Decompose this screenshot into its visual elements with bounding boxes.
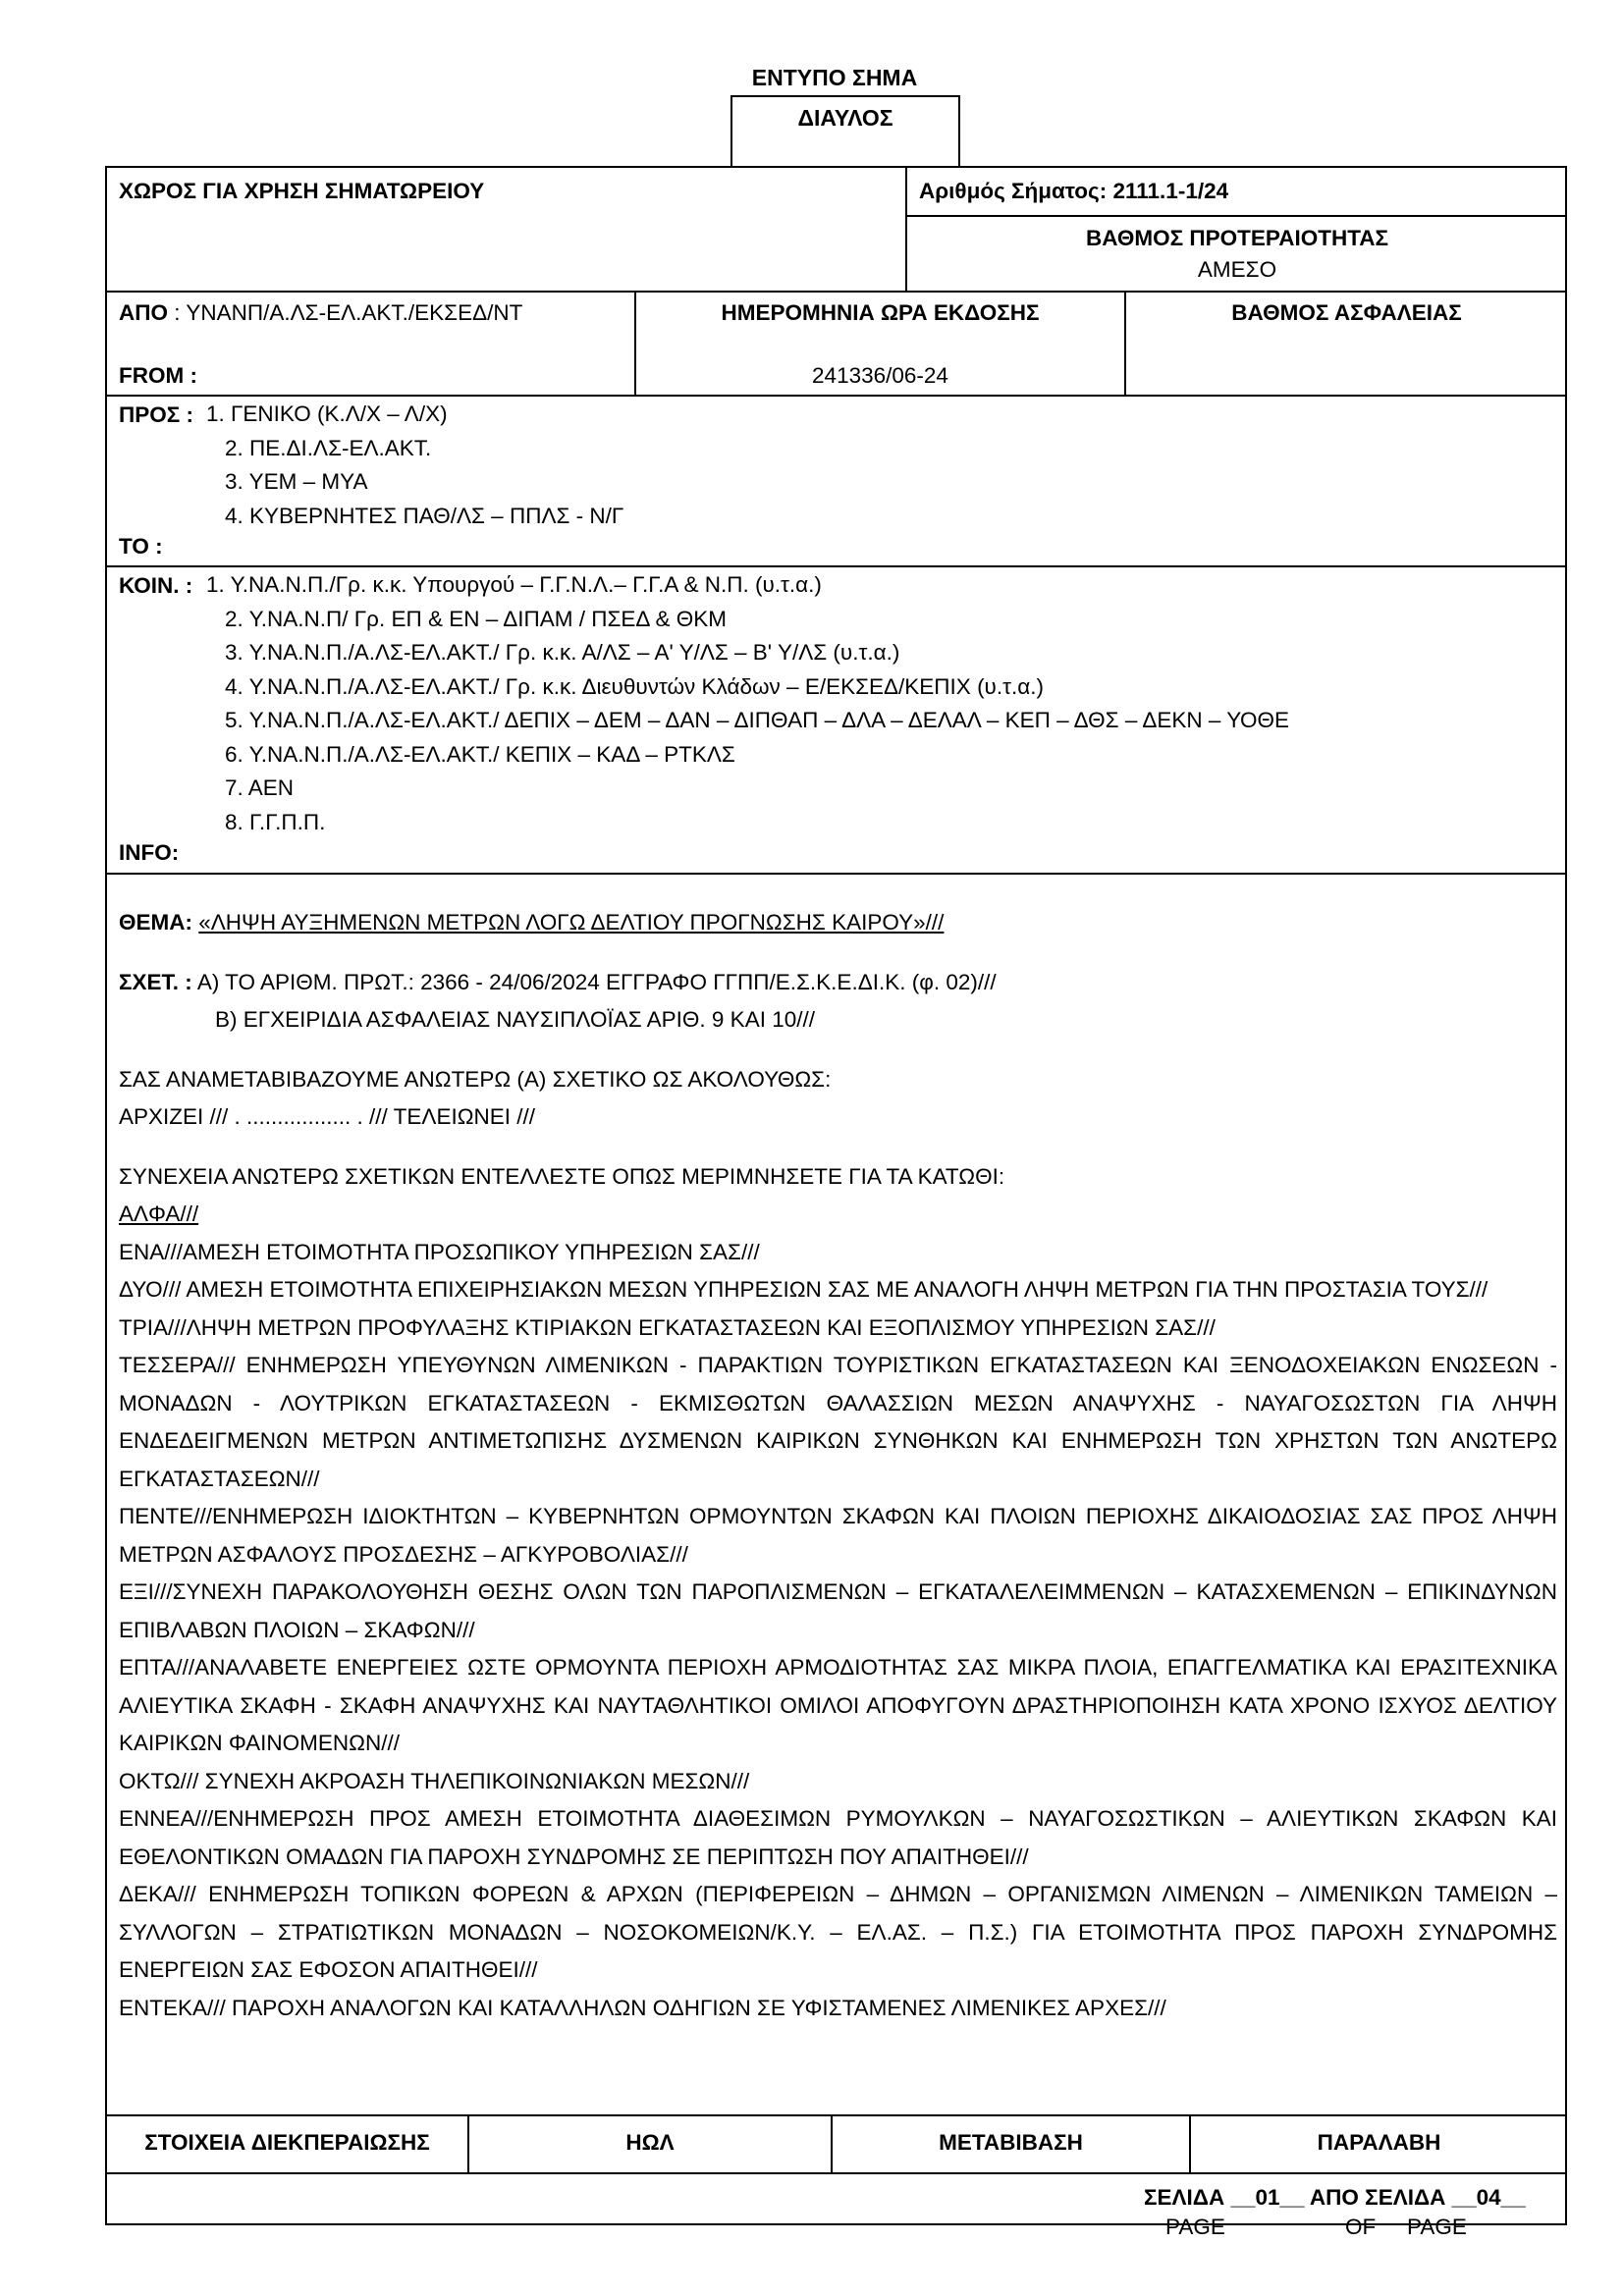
continue-line: ΣΥΝΕΧΕΙΑ ΑΝΩΤΕΡΩ ΣΧΕΤΙΚΩΝ ΕΝΤΕΛΛΕΣΤΕ ΟΠΩΣ ΜΕΡΙΜΝΗΣΕΤΕ ΓΙΑ ΤΑ ΚΑΤΩΘΙ: <box>119 1163 1005 1189</box>
instruction-item: ΔΕΚΑ/// ΕΝΗΜΕΡΩΣΗ ΤΟΠΙΚΩΝ ΦΟΡΕΩΝ & ΑΡΧΩΝ (ΠΕΡΙΦΕΡΕΙΩΝ – ΔΗΜΩΝ – ΟΡΓΑΝΙΣΜΩΝ ΛΙΜΕΝΩΝ – ΛΙΜΕΝΙΚΩΝ ΤΑΜΕΙΩΝ – ΣΥΛΛΟΓΩΝ – ΣΤΡΑΤΙΩΤΙΚΩΝ ΜΟΝΑΔΩΝ – ΝΟΣΟΚΟΜΕΙΩΝ/Κ.Υ. – ΕΛ.ΑΣ. – Π.Σ.) ΓΙΑ ΕΤΟΙΜΟΤΗΤΑ ΠΡΟΣ ΠΑΡΟΧΗ ΣΥΝΔΡΟΜΗΣ ΕΝΕΡΓΕΙΩΝ ΣΑΣ ΕΦΟΣΟΝ ΑΠΑΙΤΗΘΕΙ/// <box>119 1882 1557 1982</box>
alpha-heading: ΑΛΦΑ/// <box>119 1201 199 1226</box>
from-field <box>119 295 522 330</box>
instruction-item: ΠΕΝΤΕ///ΕΝΗΜΕΡΩΣΗ ΙΔΙΟΚΤΗΤΩΝ – ΚΥΒΕΡΝΗΤΩΝ ΟΡΜΟΥΝΤΩΝ ΣΚΑΦΩΝ ΚΑΙ ΠΛΟΙΩΝ ΠΕΡΙΟΧΗΣ ΔΙΚΑΙΟΔΟΣΙΑΣ ΣΑΣ ΠΡΟΣ ΛΗΨΗ ΜΕΤΡΩΝ ΑΣΦΑΛΟΥΣ ΠΡΟΣΔΕΣΗΣ – ΑΓΚΥΡΟΒΟΛΙΑΣ/// <box>119 1504 1557 1567</box>
divider <box>107 291 1565 293</box>
info-list <box>206 568 1289 839</box>
channel-box: ΔΙΑΥΛΟΣ <box>730 95 960 166</box>
form-title: ΕΝΤΥΠΟ ΣΗΜΑ <box>751 65 918 90</box>
instruction-item: ΕΠΤΑ///ΑΝΑΛΑΒΕΤΕ ΕΝΕΡΓΕΙΕΣ ΩΣΤΕ ΟΡΜΟΥΝΤΑ ΠΕΡΙΟΧΗ ΑΡΜΟΔΙΟΤΗΤΑΣ ΣΑΣ ΜΙΚΡΑ ΠΛΟΙΑ, ΕΠΑΓΓΕΛΜΑΤΙΚΑ ΚΑΙ ΕΡΑΣΙΤΕΧΝΙΚΑ ΑΛΙΕΥΤΙΚΑ ΣΚΑΦΗ - ΣΚΑΦΗ ΑΝΑΨΥΧΗΣ ΚΑΙ ΝΑΥΤΑΘΛΗΤΙΚΟΙ ΟΜΙΛΟΙ ΑΠΟΦΥΓΟΥΝ ΔΡΑΣΤΗΡΙΟΠΟΙΗΣΗ ΚΑΤΑ ΧΡΟΝΟ ΙΣΧΥΟΣ ΔΕΛΤΙΟΥ ΚΑΙΡΙΚΩΝ ΦΑΙΝΟΜΕΝΩΝ/// <box>119 1655 1557 1755</box>
security-label: ΒΑΘΜΟΣ ΑΣΦΑΛΕΙΑΣ <box>1231 300 1462 325</box>
reference-label: ΣΧΕΤ. : <box>119 969 192 994</box>
divider <box>905 215 1567 217</box>
list-item: 6. Υ.ΝΑ.Ν.Π./Α.ΛΣ-ΕΛ.ΑΚΤ./ ΚΕΠΙΧ – ΚΑΔ – ΡΤΚΛΣ <box>225 741 735 767</box>
instruction-item: ΕΝΝΕΑ///ΕΝΗΜΕΡΩΣΗ ΠΡΟΣ ΑΜΕΣΗ ΕΤΟΙΜΟΤΗΤΑ ΔΙΑΘΕΣΙΜΩΝ ΡΥΜΟΥΛΚΩΝ – ΝΑΥΑΓΟΣΩΣΤΙΚΩΝ – ΑΛΙΕΥΤΙΚΩΝ ΣΚΑΦΩΝ ΚΑΙ ΕΘΕΛΟΝΤΙΚΩΝ ΟΜΑΔΩΝ ΓΙΑ ΠΑΡΟΧΗ ΣΥΝΔΡΟΜΗΣ ΣΕ ΠΕΡΙΠΤΩΣΗ ΠΟΥ ΑΠΑΙΤΗΘΕΙ/// <box>119 1806 1557 1869</box>
list-item: 1. ΓΕΝΙΚΟ (Κ.Λ/Χ – Λ/Χ) <box>206 401 448 426</box>
list-item: 3. ΥΕΜ – ΜΥΑ <box>225 469 368 494</box>
of-word: OF <box>1345 2215 1377 2239</box>
from-value: : ΥΝΑΝΠ/Α.ΛΣ-ΕΛ.ΑΚΤ./ΕΚΣΕΔ/ΝΤ <box>174 300 523 325</box>
divider <box>107 565 1565 567</box>
list-item: 8. Γ.Γ.Π.Π. <box>225 809 326 834</box>
message-body <box>119 904 1557 2027</box>
page-word: PAGE <box>1165 2215 1225 2239</box>
instruction-item: ΕΝΤΕΚΑ/// ΠΑΡΟΧΗ ΑΝΑΛΟΓΩΝ ΚΑΙ ΚΑΤΑΛΛΗΛΩΝ ΟΔΗΓΙΩΝ ΣΕ ΥΦΙΣΤΑΜΕΝΕΣ ΛΙΜΕΝΙΚΕΣ ΑΡΧΕΣ/// <box>119 1995 1166 2020</box>
page-word-2: PAGE <box>1407 2215 1467 2239</box>
reference-a: Α) ΤΟ ΑΡΙΘΜ. ΠΡΩΤ.: 2366 - 24/06/2024 ΕΓΓΡΑΦΟ ΓΓΠΠ/Ε.Σ.Κ.Ε.ΔΙ.Κ. (φ. 02)/// <box>196 969 997 994</box>
list-item: 3. Υ.ΝΑ.Ν.Π./Α.ΛΣ-ΕΛ.ΑΚΤ./ Γρ. κ.κ. Α/ΛΣ – Α' Υ/ΛΣ – Β' Υ/ΛΣ (υ.τ.α.) <box>225 640 900 665</box>
from-en-label: FROM : <box>119 363 197 388</box>
issue-datetime-label: ΗΜΕΡΟΜΗΝΙΑ ΩΡΑ ΕΚΔΟΣΗΣ <box>721 300 1040 325</box>
list-item: 7. ΑΕΝ <box>225 775 295 800</box>
page-counter: ΣΕΛΙΔΑ __01__ ΑΠΟ ΣΕΛΙΔΑ __04__ <box>1144 2185 1526 2210</box>
start-end-line: ΑΡΧΙΖΕΙ /// . ................. . /// ΤΕΛΕΙΩΝΕΙ /// <box>119 1104 536 1129</box>
list-item: 2. Υ.ΝΑ.Ν.Π/ Γρ. ΕΠ & ΕΝ – ΔΙΠΑΜ / ΠΣΕΔ & ΘΚΜ <box>225 606 727 631</box>
hol-column: ΗΩΛ <box>625 2130 675 2155</box>
instruction-item: ΤΡΙΑ///ΛΗΨΗ ΜΕΤΡΩΝ ΠΡΟΦΥΛΑΞΗΣ ΚΤΙΡΙΑΚΩΝ ΕΓΚΑΤΑΣΤΑΣΕΩΝ ΚΑΙ ΕΞΟΠΛΙΣΜΟΥ ΥΠΗΡΕΣΙΩΝ ΣΑΣ/// <box>119 1314 1216 1340</box>
subject-line <box>119 904 1557 942</box>
list-item: 4. ΚΥΒΕΡΝΗΤΕΣ ΠΑΘ/ΛΣ – ΠΠΛΣ - Ν/Γ <box>225 503 624 528</box>
priority-label: ΒΑΘΜΟΣ ΠΡΟΤΕΡΑΙΟΤΗΤΑΣ <box>1085 226 1389 250</box>
to-list <box>206 398 623 533</box>
divider <box>107 2114 1565 2116</box>
relay-line: ΣΑΣ ΑΝΑΜΕΤΑΒΙΒΑΖΟΥΜΕ ΑΝΩΤΕΡΩ (Α) ΣΧΕΤΙΚΟ ΩΣ ΑΚΟΛΟΥΘΩΣ: <box>119 1066 832 1092</box>
instruction-item: ΤΕΣΣΕΡΑ/// ΕΝΗΜΕΡΩΣΗ ΥΠΕΥΘΥΝΩΝ ΛΙΜΕΝΙΚΩΝ - ΠΑΡΑΚΤΙΩΝ ΤΟΥΡΙΣΤΙΚΩΝ ΕΓΚΑΤΑΣΤΑΣΕΩΝ ΚΑΙ ΞΕΝΟΔΟΧΕΙΑΚΩΝ ΕΝΩΣΕΩΝ - ΜΟΝΑΔΩΝ - ΛΟΥΤΡΙΚΩΝ ΕΓΚΑΤΑΣΤΑΣΕΩΝ - ΕΚΜΙΣΘΩΤΩΝ ΘΑΛΑΣΣΙΩΝ ΜΕΣΩΝ ΑΝΑΨΥΧΗΣ - ΝΑΥΑΓΟΣΩΣΤΩΝ ΓΙΑ ΛΗΨΗ ΕΝΔΕΔΕΙΓΜΕΝΩΝ ΜΕΤΡΩΝ ΑΝΤΙΜΕΤΩΠΙΣΗΣ ΔΥΣΜΕΝΩΝ ΚΑΙΡΙΚΩΝ ΣΥΝΘΗΚΩΝ ΚΑΙ ΕΝΗΜΕΡΩΣΗ ΤΩΝ ΧΡΗΣΤΩΝ ΤΩΝ ΑΝΩΤΕΡΩ ΕΓΚΑΤΑΣΤΑΣΕΩΝ/// <box>119 1353 1557 1491</box>
to-label: ΠΡΟΣ : <box>119 402 194 427</box>
list-item: 2. ΠΕ.ΔΙ.ΛΣ-ΕΛ.ΑΚΤ. <box>225 435 432 460</box>
signal-number: Αριθμός Σήματος: 2111.1-1/24 <box>919 179 1229 203</box>
subject-label: ΘΕΜΑ: <box>119 910 192 934</box>
info-label: ΚΟΙΝ. : <box>119 573 193 598</box>
list-item: 4. Υ.ΝΑ.Ν.Π./Α.ΛΣ-ΕΛ.ΑΚΤ./ Γρ. κ.κ. Διευθυντών Κλάδων – Ε/ΕΚΣΕΔ/ΚΕΠΙΧ (υ.τ.α.) <box>225 673 1045 699</box>
signal-office-label: ΧΩΡΟΣ ΓΙΑ ΧΡΗΣΗ ΣΗΜΑΤΩΡΕΙΟΥ <box>119 179 485 203</box>
instruction-item: ΕΝΑ///ΑΜΕΣΗ ΕΤΟΙΜΟΤΗΤΑ ΠΡΟΣΩΠΙΚΟΥ ΥΠΗΡΕΣΙΩΝ ΣΑΣ/// <box>119 1239 760 1264</box>
subject-text: «ΛΗΨΗ ΑΥΞΗΜΕΝΩΝ ΜΕΤΡΩΝ ΛΟΓΩ ΔΕΛΤΙΟΥ ΠΡΟΓΝΩΣΗΣ ΚΑΙΡΟΥ»/// <box>198 910 945 934</box>
list-item: 5. Υ.ΝΑ.Ν.Π./Α.ΛΣ-ΕΛ.ΑΚΤ./ ΔΕΠΙΧ – ΔΕΜ – ΔΑΝ – ΔΙΠΘΑΠ – ΔΛΑ – ΔΕΛΑΛ – ΚΕΠ – ΔΘΣ – ΔΕΚΝ – ΥΟΘΕ <box>225 708 1290 732</box>
to-en-label: TO : <box>119 534 163 559</box>
receive-column: ΠΑΡΑΛΑΒΗ <box>1317 2130 1441 2155</box>
processing-label: ΣΤΟΙΧΕΙΑ ΔΙΕΚΠΕΡΑΙΩΣΗΣ <box>144 2130 430 2155</box>
instruction-item: ΔΥΟ/// ΑΜΕΣΗ ΕΤΟΙΜΟΤΗΤΑ ΕΠΙΧΕΙΡΗΣΙΑΚΩΝ ΜΕΣΩΝ ΥΠΗΡΕΣΙΩΝ ΣΑΣ ΜΕ ΑΝΑΛΟΓΗ ΛΗΨΗ ΜΕΤΡΩΝ ΓΙΑ ΤΗΝ ΠΡΟΣΤΑΣΙΑ ΤΟΥΣ/// <box>119 1277 1488 1302</box>
divider <box>107 873 1565 875</box>
divider <box>107 395 1565 397</box>
transmit-column: ΜΕΤΑΒΙΒΑΣΗ <box>939 2130 1083 2155</box>
info-en-label: INFO: <box>119 840 180 865</box>
from-label: ΑΠΟ <box>119 300 168 325</box>
reference-line <box>119 964 1557 1002</box>
divider <box>107 2172 1565 2174</box>
list-item: 1. Υ.ΝΑ.Ν.Π./Γρ. κ.κ. Υπουργού – Γ.Γ.Ν.Λ.– Γ.Γ.Α & Ν.Π. (υ.τ.α.) <box>206 572 822 597</box>
priority-value: ΑΜΕΣΟ <box>1197 257 1277 282</box>
issue-datetime-value: 241336/06-24 <box>812 363 948 388</box>
reference-b: Β) ΕΓΧΕΙΡΙΔΙΑ ΑΣΦΑΛΕΙΑΣ ΝΑΥΣΙΠΛΟΪΑΣ ΑΡΙΘ. 9 ΚΑΙ 10/// <box>215 1007 815 1032</box>
instruction-item: ΕΞΙ///ΣΥΝΕΧΗ ΠΑΡΑΚΟΛΟΥΘΗΣΗ ΘΕΣΗΣ ΟΛΩΝ ΤΩΝ ΠΑΡΟΠΛΙΣΜΕΝΩΝ – ΕΓΚΑΤΑΛΕΛΕΙΜΜΕΝΩΝ – ΚΑΤΑΣΧΕΜΕΝΩΝ – ΕΠΙΚΙΝΔΥΝΩΝ ΕΠΙΒΛΑΒΩΝ ΠΛΟΙΩΝ – ΣΚΑΦΩΝ/// <box>119 1579 1557 1642</box>
signal-form <box>105 166 1567 2239</box>
instruction-item: ΟΚΤΩ/// ΣΥΝΕΧΗ ΑΚΡΟΑΣΗ ΤΗΛΕΠΙΚΟΙΝΩΝΙΑΚΩΝ ΜΕΣΩΝ/// <box>119 1768 750 1793</box>
